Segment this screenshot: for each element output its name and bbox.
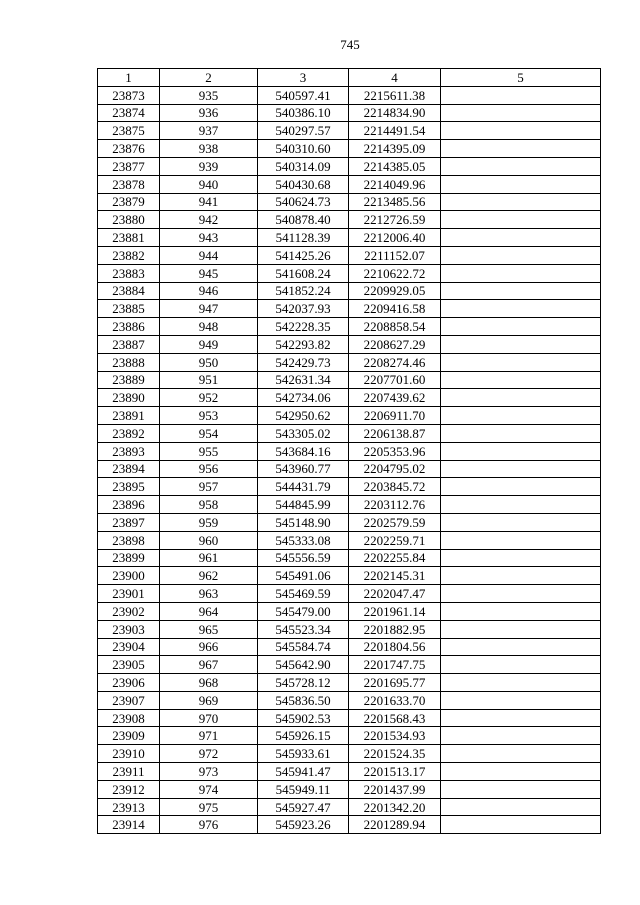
table-row [98,513,601,531]
table-row [98,229,601,247]
table-cell-col-2: 973 [160,763,258,781]
table-cell-col-3: 540624.73 [258,193,349,211]
table-row [98,549,601,567]
table-cell-col-2: 946 [160,282,258,300]
table-cell-col-5 [441,140,601,158]
table-cell-col-4: 2214385.05 [349,157,441,175]
table-row [98,763,601,781]
table-cell-col-3: 545923.26 [258,816,349,834]
table-cell-col-4: 2201747.75 [349,656,441,674]
table-cell-col-4: 2201342.20 [349,798,441,816]
table-cell-col-4: 2214834.90 [349,104,441,122]
table-cell-col-2: 967 [160,656,258,674]
table-cell-col-4: 2202047.47 [349,585,441,603]
table-cell-col-4: 2203845.72 [349,478,441,496]
table-cell-col-3: 545479.00 [258,602,349,620]
table-cell-col-1: 23903 [98,620,160,638]
table-cell-col-1: 23910 [98,745,160,763]
table-cell-col-4: 2214049.96 [349,175,441,193]
column-header-2: 2 [160,69,258,87]
table-cell-col-1: 23883 [98,264,160,282]
table-cell-col-2: 944 [160,246,258,264]
table-cell-col-3: 545469.59 [258,585,349,603]
table-cell-col-3: 545523.34 [258,620,349,638]
table-row [98,638,601,656]
table-cell-col-2: 962 [160,567,258,585]
table-cell-col-1: 23879 [98,193,160,211]
table-cell-col-1: 23914 [98,816,160,834]
table-cell-col-2: 975 [160,798,258,816]
table-row [98,407,601,425]
table-cell-col-5 [441,460,601,478]
table-cell-col-5 [441,691,601,709]
table-cell-col-1: 23912 [98,780,160,798]
table-cell-col-4: 2208274.46 [349,353,441,371]
table-row [98,246,601,264]
table-cell-col-5 [441,424,601,442]
table-row [98,140,601,158]
table-cell-col-4: 2201633.70 [349,691,441,709]
table-cell-col-4: 2201524.35 [349,745,441,763]
table-cell-col-1: 23875 [98,122,160,140]
table-row [98,620,601,638]
table-cell-col-3: 542293.82 [258,335,349,353]
table-cell-col-1: 23901 [98,585,160,603]
table-cell-col-4: 2210622.72 [349,264,441,282]
table-row [98,727,601,745]
table-cell-col-5 [441,763,601,781]
table-row [98,353,601,371]
table-cell-col-4: 2206138.87 [349,424,441,442]
table-cell-col-4: 2201534.93 [349,727,441,745]
table-cell-col-1: 23894 [98,460,160,478]
table-cell-col-5 [441,175,601,193]
table-cell-col-4: 2205353.96 [349,442,441,460]
table-row [98,745,601,763]
table-cell-col-3: 545642.90 [258,656,349,674]
table-cell-col-3: 544845.99 [258,496,349,514]
table-row [98,282,601,300]
table-row [98,442,601,460]
table-cell-col-2: 968 [160,674,258,692]
table-cell-col-1: 23885 [98,300,160,318]
table-cell-col-3: 545728.12 [258,674,349,692]
table-cell-col-2: 953 [160,407,258,425]
table-cell-col-5 [441,282,601,300]
table-cell-col-1: 23895 [98,478,160,496]
table-cell-col-4: 2207701.60 [349,371,441,389]
table-cell-col-4: 2201568.43 [349,709,441,727]
table-cell-col-3: 543305.02 [258,424,349,442]
table-cell-col-3: 542228.35 [258,318,349,336]
table-cell-col-3: 542950.62 [258,407,349,425]
table-cell-col-5 [441,193,601,211]
table-cell-col-4: 2202255.84 [349,549,441,567]
table-cell-col-5 [441,122,601,140]
column-header-5: 5 [441,69,601,87]
table-row [98,602,601,620]
table-cell-col-4: 2211152.07 [349,246,441,264]
table-cell-col-3: 542429.73 [258,353,349,371]
table-cell-col-2: 936 [160,104,258,122]
table-cell-col-2: 957 [160,478,258,496]
table-cell-col-5 [441,549,601,567]
table-cell-col-2: 969 [160,691,258,709]
table-cell-col-3: 545933.61 [258,745,349,763]
table-cell-col-3: 543960.77 [258,460,349,478]
table-cell-col-5 [441,442,601,460]
table-cell-col-2: 955 [160,442,258,460]
table-cell-col-5 [441,798,601,816]
table-cell-col-2: 971 [160,727,258,745]
table-cell-col-1: 23878 [98,175,160,193]
table-cell-col-2: 950 [160,353,258,371]
table-cell-col-4: 2212726.59 [349,211,441,229]
table-cell-col-3: 540597.41 [258,86,349,104]
column-header-3: 3 [258,69,349,87]
table-cell-col-5 [441,157,601,175]
table-cell-col-2: 960 [160,531,258,549]
table-cell-col-1: 23874 [98,104,160,122]
table-cell-col-5 [441,353,601,371]
table-cell-col-4: 2208627.29 [349,335,441,353]
table-cell-col-1: 23897 [98,513,160,531]
table-cell-col-5 [441,389,601,407]
column-header-4: 4 [349,69,441,87]
table-cell-col-3: 541608.24 [258,264,349,282]
table-cell-col-2: 972 [160,745,258,763]
table-cell-col-4: 2206911.70 [349,407,441,425]
table-cell-col-2: 958 [160,496,258,514]
table-cell-col-3: 541852.24 [258,282,349,300]
table-cell-col-3: 544431.79 [258,478,349,496]
table-cell-col-5 [441,745,601,763]
table-cell-col-4: 2201695.77 [349,674,441,692]
table-cell-col-5 [441,602,601,620]
coordinates-table [97,68,601,834]
table-row [98,104,601,122]
table-cell-col-3: 545148.90 [258,513,349,531]
table-cell-col-4: 2201804.56 [349,638,441,656]
table-cell-col-5 [441,264,601,282]
table-cell-col-4: 2215611.38 [349,86,441,104]
table-row [98,478,601,496]
table-row [98,424,601,442]
table-cell-col-1: 23908 [98,709,160,727]
table-cell-col-5 [441,709,601,727]
table-cell-col-5 [441,371,601,389]
table-row [98,816,601,834]
table-cell-col-1: 23882 [98,246,160,264]
table-cell-col-1: 23898 [98,531,160,549]
table-cell-col-2: 954 [160,424,258,442]
table-row [98,780,601,798]
table-cell-col-1: 23873 [98,86,160,104]
table-row [98,371,601,389]
table-cell-col-2: 937 [160,122,258,140]
table-cell-col-2: 935 [160,86,258,104]
table-cell-col-5 [441,229,601,247]
table-cell-col-4: 2212006.40 [349,229,441,247]
table-row [98,86,601,104]
table-cell-col-5 [441,585,601,603]
table-cell-col-1: 23913 [98,798,160,816]
table-cell-col-2: 940 [160,175,258,193]
table-cell-col-5 [441,211,601,229]
table-cell-col-1: 23892 [98,424,160,442]
table-row [98,496,601,514]
table-row [98,335,601,353]
table-cell-col-3: 541425.26 [258,246,349,264]
table-cell-col-5 [441,104,601,122]
table-cell-col-1: 23896 [98,496,160,514]
table-row [98,567,601,585]
table-cell-col-1: 23900 [98,567,160,585]
table-cell-col-5 [441,531,601,549]
table-cell-col-2: 974 [160,780,258,798]
table-cell-col-4: 2204795.02 [349,460,441,478]
table-cell-col-2: 949 [160,335,258,353]
table-cell-col-1: 23911 [98,763,160,781]
table-cell-col-1: 23890 [98,389,160,407]
table-cell-col-3: 545556.59 [258,549,349,567]
table-cell-col-1: 23877 [98,157,160,175]
table-cell-col-5 [441,496,601,514]
table-cell-col-1: 23893 [98,442,160,460]
table-cell-col-2: 945 [160,264,258,282]
table-row [98,318,601,336]
table-cell-col-1: 23886 [98,318,160,336]
table-row [98,264,601,282]
table-row [98,193,601,211]
table-cell-col-1: 23876 [98,140,160,158]
table-cell-col-4: 2202579.59 [349,513,441,531]
table-cell-col-3: 545333.08 [258,531,349,549]
table-cell-col-2: 966 [160,638,258,656]
table-cell-col-5 [441,638,601,656]
table-cell-col-4: 2201437.99 [349,780,441,798]
table-cell-col-4: 2202145.31 [349,567,441,585]
table-cell-col-2: 965 [160,620,258,638]
table-row [98,798,601,816]
table-cell-col-5 [441,513,601,531]
table-cell-col-3: 540297.57 [258,122,349,140]
column-header-1: 1 [98,69,160,87]
table-cell-col-5 [441,478,601,496]
table-cell-col-3: 543684.16 [258,442,349,460]
table-row [98,709,601,727]
table-row [98,691,601,709]
table-cell-col-3: 540314.09 [258,157,349,175]
table-cell-col-3: 540386.10 [258,104,349,122]
table-cell-col-5 [441,407,601,425]
table-cell-col-2: 961 [160,549,258,567]
table-cell-col-3: 542734.06 [258,389,349,407]
table-cell-col-1: 23888 [98,353,160,371]
table-cell-col-5 [441,674,601,692]
table-cell-col-4: 2203112.76 [349,496,441,514]
table-cell-col-5 [441,656,601,674]
table-cell-col-1: 23899 [98,549,160,567]
table-cell-col-3: 545836.50 [258,691,349,709]
table-cell-col-3: 545941.47 [258,763,349,781]
table-row [98,585,601,603]
table-cell-col-1: 23891 [98,407,160,425]
table-cell-col-4: 2201513.17 [349,763,441,781]
table-cell-col-1: 23906 [98,674,160,692]
table-cell-col-3: 542037.93 [258,300,349,318]
table-cell-col-5 [441,780,601,798]
table-cell-col-2: 956 [160,460,258,478]
table-cell-col-4: 2209416.58 [349,300,441,318]
table-cell-col-5 [441,727,601,745]
table-cell-col-5 [441,620,601,638]
table-cell-col-5 [441,567,601,585]
table-cell-col-5 [441,300,601,318]
table-cell-col-1: 23889 [98,371,160,389]
table-cell-col-2: 947 [160,300,258,318]
table-cell-col-2: 938 [160,140,258,158]
table-cell-col-4: 2201882.95 [349,620,441,638]
table-cell-col-3: 545927.47 [258,798,349,816]
table-cell-col-4: 2202259.71 [349,531,441,549]
table-cell-col-3: 545491.06 [258,567,349,585]
table-row [98,389,601,407]
table-cell-col-4: 2213485.56 [349,193,441,211]
table-cell-col-1: 23902 [98,602,160,620]
table-cell-col-1: 23907 [98,691,160,709]
table-cell-col-1: 23880 [98,211,160,229]
table-cell-col-4: 2207439.62 [349,389,441,407]
table-cell-col-3: 545902.53 [258,709,349,727]
page-number: 745 [340,37,360,52]
table-cell-col-3: 540878.40 [258,211,349,229]
table-cell-col-4: 2208858.54 [349,318,441,336]
table-row [98,656,601,674]
table-row [98,300,601,318]
table-cell-col-5 [441,246,601,264]
table-row [98,674,601,692]
table-row [98,531,601,549]
table-row [98,175,601,193]
table-cell-col-2: 948 [160,318,258,336]
table-cell-col-1: 23905 [98,656,160,674]
table-cell-col-2: 959 [160,513,258,531]
table-row [98,157,601,175]
table-cell-col-4: 2214491.54 [349,122,441,140]
table-cell-col-2: 976 [160,816,258,834]
table-cell-col-4: 2201961.14 [349,602,441,620]
table-cell-col-1: 23904 [98,638,160,656]
table-cell-col-2: 970 [160,709,258,727]
table-cell-col-3: 540430.68 [258,175,349,193]
table-cell-col-2: 952 [160,389,258,407]
table-cell-col-3: 541128.39 [258,229,349,247]
table-cell-col-2: 941 [160,193,258,211]
table-cell-col-2: 942 [160,211,258,229]
table-cell-col-5 [441,335,601,353]
table-cell-col-2: 943 [160,229,258,247]
table-cell-col-3: 542631.34 [258,371,349,389]
table-cell-col-1: 23884 [98,282,160,300]
table-cell-col-5 [441,86,601,104]
table-cell-col-3: 540310.60 [258,140,349,158]
table-cell-col-3: 545949.11 [258,780,349,798]
table-cell-col-1: 23887 [98,335,160,353]
table-cell-col-5 [441,816,601,834]
table-row [98,211,601,229]
table-cell-col-4: 2214395.09 [349,140,441,158]
table-header-row [98,69,601,87]
table-cell-col-2: 964 [160,602,258,620]
table-cell-col-4: 2201289.94 [349,816,441,834]
table-row [98,122,601,140]
table-cell-col-4: 2209929.05 [349,282,441,300]
table-cell-col-2: 963 [160,585,258,603]
table-cell-col-1: 23881 [98,229,160,247]
table-row [98,460,601,478]
table-cell-col-2: 951 [160,371,258,389]
table-cell-col-5 [441,318,601,336]
table-cell-col-3: 545926.15 [258,727,349,745]
table-cell-col-3: 545584.74 [258,638,349,656]
table-cell-col-1: 23909 [98,727,160,745]
table-body [98,86,601,833]
table-cell-col-2: 939 [160,157,258,175]
